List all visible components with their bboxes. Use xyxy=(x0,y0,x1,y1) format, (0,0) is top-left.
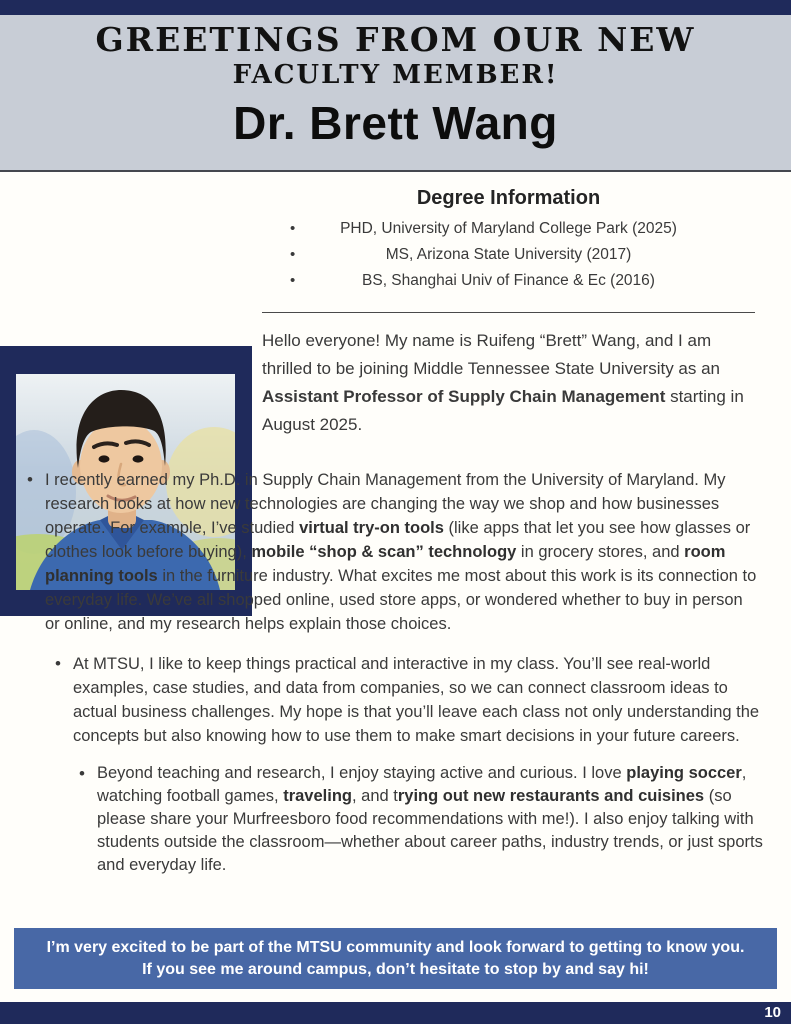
header-band xyxy=(0,15,791,172)
degree-item-text: PHD, University of Maryland College Park (2025) xyxy=(340,220,677,237)
degree-item xyxy=(262,216,755,242)
top-content-row xyxy=(0,172,791,462)
bio-bullet-text: I recently earned my Ph.D. in Supply Chain Management from the University of Maryland. My research looks at how new technologies are changing the way we shop and how businesses operate. For example, I’ve studied virtual try-on tools (like apps that let you see how glasses or clothes look before buying), mobile “shop & scan” technology in grocery stores, and room planning tools in the furniture industry. What excites me most about this work is its connection to everyday life. We’ve all shopped online, used store apps, or wondered whether to buy in person or online, and my research helps explain those choices. xyxy=(45,471,757,633)
degree-item xyxy=(262,242,755,268)
bio-bullet-research xyxy=(0,468,791,636)
bullet-dot-icon: • xyxy=(290,272,296,289)
degree-list xyxy=(262,216,755,294)
degree-and-intro-column xyxy=(262,172,755,439)
degree-item xyxy=(262,268,755,294)
bio-bullet-section xyxy=(0,462,791,928)
bullet-dot-icon: • xyxy=(290,246,296,263)
degree-item-text: MS, Arizona State University (2017) xyxy=(385,246,632,263)
bio-bullet-personal xyxy=(52,762,791,877)
header-greeting-line1: GREETINGS FROM OUR NEW xyxy=(95,20,696,59)
bullet-dot-icon: • xyxy=(79,764,85,783)
footer-bar xyxy=(0,1002,791,1024)
header-greeting-line2: FACULTY MEMBER! xyxy=(232,60,559,90)
closing-message-line1: I’m very excited to be part of the MTSU community and look forward to getting to know you. xyxy=(46,939,745,956)
closing-message-banner xyxy=(14,928,777,989)
bullet-dot-icon: • xyxy=(290,220,296,237)
degree-info-heading: Degree Information xyxy=(416,187,601,209)
bio-bullet-text: At MTSU, I like to keep things practical and interactive in my class. You’ll see real-world examples, case studies, and data from companies, so we can connect classroom ideas to actual business challenges. My hope is that you’ll leave each class not only understanding the concepts but also knowing how to use them to make smart decisions in your future careers. xyxy=(73,655,760,745)
degree-item-text: BS, Shanghai Univ of Finance & Ec (2016) xyxy=(362,272,655,289)
intro-paragraph: Hello everyone! My name is Ruifeng “Brett” Wang, and I am thrilled to be joining Middle Tennessee State University as an Assistant Professor of Supply Chain Management starting in August 2025. xyxy=(262,331,744,434)
page-number: 10 xyxy=(764,1004,781,1021)
bullet-dot-icon: • xyxy=(27,470,33,489)
section-divider xyxy=(262,312,755,313)
bio-bullet-teaching xyxy=(28,652,791,748)
bio-bullet-text: Beyond teaching and research, I enjoy staying active and curious. I love playing soccer, watching football games, traveling, and trying out new restaurants and cuisines (so please share your Murfreesboro food recommendations with me!). I also enjoy talking with students outside the classroom—whether about career paths, industry trends, or just sports and everyday life. xyxy=(97,764,763,874)
closing-message-line2: If you see me around campus, don’t hesitate to stop by and say hi! xyxy=(142,961,649,978)
faculty-name-title: Dr. Brett Wang xyxy=(233,97,558,149)
bullet-dot-icon: • xyxy=(55,654,61,673)
top-navy-bar xyxy=(0,0,791,15)
